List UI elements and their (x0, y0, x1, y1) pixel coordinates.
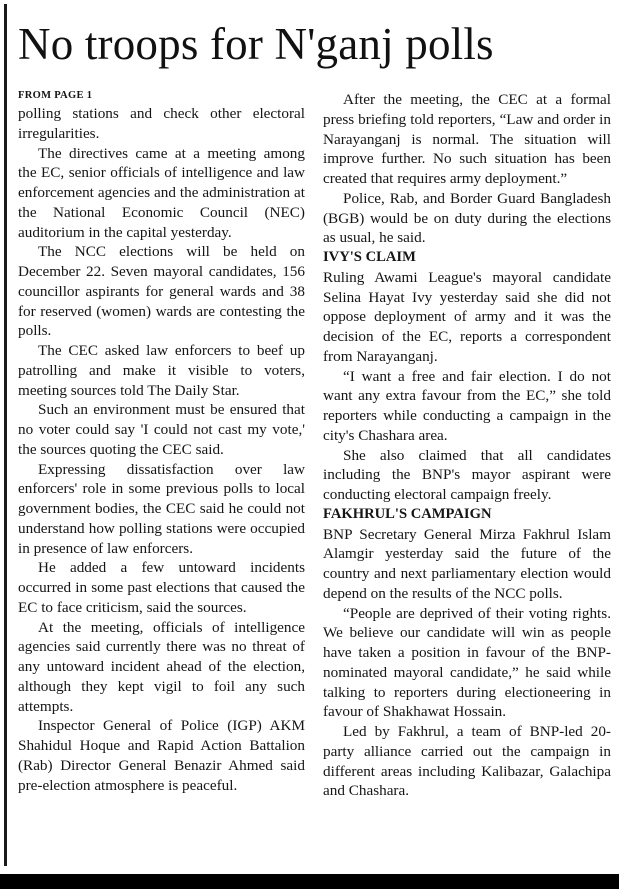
paragraph: Ruling Awami League's mayoral candidate Selina Hayat Ivy yesterday said she did not oppose deployment of army and it was the decision of the EC, reports a correspondent from Narayanganj. (323, 268, 611, 365)
paragraph: At the meeting, officials of intelligence agencies said currently there was no threat of any untoward incident ahead of the election, although they kept vigil to foil any such attempts. (18, 618, 305, 715)
paragraph: He added a few untoward incidents occurred in some past elections that caused the EC to face criticism, said the sources. (18, 559, 305, 616)
jump-label: FROM PAGE 1 (18, 90, 93, 101)
paragraph: The NCC elections will be held on December 22. Seven mayoral candidates, 156 councillor aspirants for general wards and 38 for reserved (women) wards are contesting the polls. (18, 243, 305, 340)
subheading-fakhruls-campaign: FAKHRUL'S CAMPAIGN (323, 505, 492, 522)
paragraph: The directives came at a meeting among the EC, senior officials of intelligence and law enforcement agencies and the administration at the National Economic Council (NEC) auditorium in the capital yesterday. (18, 144, 305, 241)
right-column (323, 90, 611, 801)
paragraph: Expressing dissatisfaction over law enforcers' role in some previous polls to local government bodies, the CEC said he could not understand how polling stations were occupied in presence of law enforcers. (18, 460, 305, 557)
paragraph: After the meeting, the CEC at a formal press briefing told reporters, “Law and order in Narayanganj is normal. The situation will improve further. No such situation has been created that requires army deployment.” (323, 91, 611, 187)
left-column-rule (4, 4, 7, 866)
paragraph: Police, Rab, and Border Guard Bangladesh (BGB) would be on duty during the elections as usual, he said. (323, 189, 611, 247)
paragraph: Led by Fakhrul, a team of BNP-led 20-party alliance carried out the campaign in different areas including Kalibazar, Galachipa and Chashara. (323, 723, 611, 800)
paragraph: “I want a free and fair election. I do not want any extra favour from the EC,” she told reporters while conducting a campaign in the city's Chashara area. (323, 367, 611, 444)
paragraph: BNP Secretary General Mirza Fakhrul Islam Alamgir yesterday said the future of the country and next parliamentary election would depend on the results of the NCC polls. (323, 525, 611, 602)
headline: No troops for N'ganj polls (18, 19, 494, 69)
paragraph: The CEC asked law enforcers to beef up patrolling and make it visible to voters, meeting sources told The Daily Star. (18, 342, 305, 399)
paragraph: Inspector General of Police (IGP) AKM Shahidul Hoque and Rapid Action Battalion (Rab) Director General Benazir Ahmed said pre-election atmosphere is peaceful. (18, 717, 305, 794)
paragraph: polling stations and check other electoral irregularities. (18, 105, 305, 142)
paragraph: “People are deprived of their voting rights. We believe our candidate will win as people have taken a position in favour of the BNP-nominated mayoral candidate,” he said while talking to reporters during electioneering in favour of Shakhawat Hossain. (323, 604, 611, 721)
paragraph: Such an environment must be ensured that no voter could say 'I could not cast my vote,' the sources quoting the CEC said. (18, 401, 305, 458)
subheading-ivys-claim: IVY'S CLAIM (323, 249, 416, 265)
paragraph: She also claimed that all candidates including the BNP's mayor aspirant were conducting electoral campaign freely. (323, 446, 611, 503)
left-column (18, 88, 305, 795)
bottom-scan-border (0, 874, 619, 889)
